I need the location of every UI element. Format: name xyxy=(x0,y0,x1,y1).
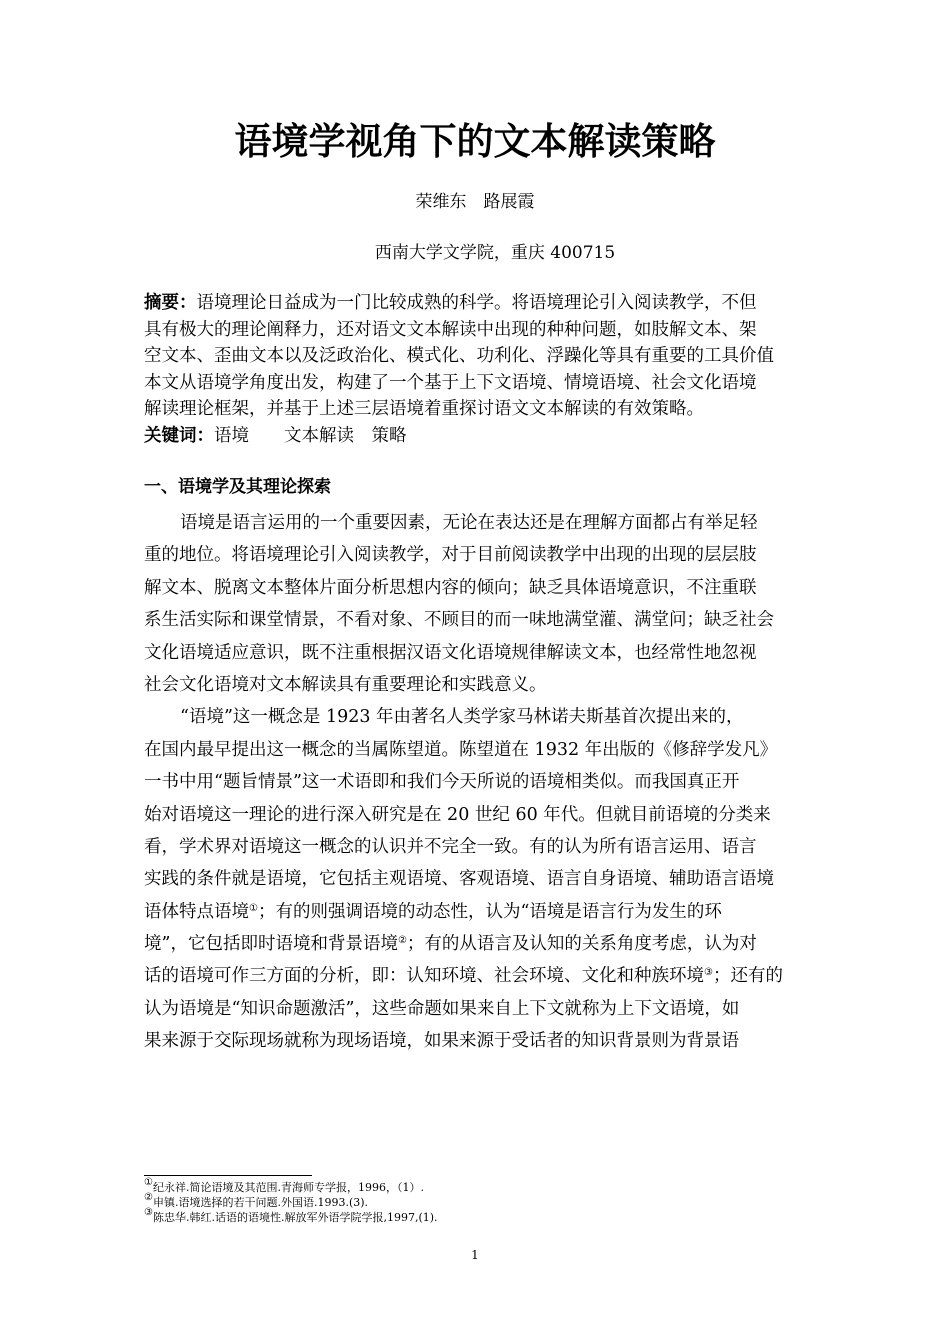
body-line xyxy=(144,799,809,831)
body-line-text: 解文本、脱离文本整体片面分析思想内容的倾向；缺乏具体语境意识，不注重联 xyxy=(144,577,757,598)
body-line xyxy=(144,1025,809,1057)
body-line xyxy=(144,766,809,798)
keywords-line xyxy=(144,423,809,450)
body-line-text: 果来源于交际现场就称为现场语境，如果来源于受话者的知识背景则为背景语 xyxy=(144,1031,739,1052)
footnote-mark: ② xyxy=(144,1192,153,1203)
body-line-text: 看，学术界对语境这一概念的认识并不完全一致。有的认为所有语言运用、语言 xyxy=(144,836,757,857)
keywords-text: 语境 文本解读 策略 xyxy=(214,425,407,446)
footnote-mark: ① xyxy=(144,1177,153,1188)
body-line-text: 境”，它包括即时语境和背景语境 xyxy=(144,934,398,955)
body-line xyxy=(144,701,809,733)
abstract-line: 具有极大的理论阐释力，还对语文文本解读中出现的种种问题，如肢解文本、架 xyxy=(144,319,757,340)
affiliation-line: 西南大学文学院，重庆 400715 xyxy=(374,243,616,263)
footnote-reference[interactable]: ② xyxy=(397,935,407,947)
abstract-block xyxy=(144,290,809,449)
footnote-text: 陈忠华.韩红.话语的语境性.解放军外语学院学报,1997,(1). xyxy=(152,1211,438,1224)
abstract-line: 解读理论框架，并基于上述三层语境着重探讨语文文本解读的有效策略。 xyxy=(144,399,704,419)
body-line xyxy=(144,637,809,669)
abstract-line xyxy=(144,290,809,317)
body-line xyxy=(144,572,809,604)
abstract-text: 语境理论日益成为一门比较成熟的科学。将语境理论引入阅读教学，不但 xyxy=(196,293,757,313)
body-line xyxy=(144,507,809,539)
body-line xyxy=(144,539,809,571)
body-line-text: 实践的条件就是语境，它包括主观语境、客观语境、语言自身语境、辅助语言语境 xyxy=(144,869,774,890)
body-line xyxy=(144,993,809,1025)
section-heading: 一、语境学及其理论探索 xyxy=(144,477,331,497)
body-line-text: 一书中用“题旨情景”这一术语即和我们今天所说的语境相类似。而我国真正开 xyxy=(144,772,740,793)
footnote-reference[interactable]: ① xyxy=(249,902,258,914)
footnotes-block xyxy=(144,1177,809,1225)
body-line xyxy=(144,928,809,960)
body-line xyxy=(144,669,809,701)
body-line-text: 重的地位。将语境理论引入阅读教学，对于目前阅读教学中出现的出现的层层肢 xyxy=(144,545,757,566)
body-line-text: 语体特点语境 xyxy=(144,901,249,922)
author-line: 荣维东 路展霞 xyxy=(415,192,535,212)
keywords-label: 关键词： xyxy=(144,425,214,446)
body-line xyxy=(144,863,809,895)
body-line-text: ；还有的 xyxy=(712,966,783,987)
footnote xyxy=(144,1207,809,1225)
body-line-text: 始对语境这一理论的进行深入研究是在 20 世纪 60 年代。但就目前语境的分类来 xyxy=(144,804,771,825)
body-line-text: 语境是语言运用的一个重要因素，无论在表达还是在理解方面都占有举足轻 xyxy=(180,513,758,533)
body-line xyxy=(144,896,809,928)
body-line-text: 文化语境适应意识，既不注重根据汉语文化语境规律解读文本，也经常性地忽视 xyxy=(144,642,757,663)
abstract-line: 空文本、歪曲文本以及泛政治化、模式化、功利化、浮躁化等具有重要的工具价值 xyxy=(144,346,774,366)
body-line-text: “语境”这一概念是 1923 年由著名人类学家马林诺夫斯基首次提出来的， xyxy=(180,707,744,728)
body-text xyxy=(144,507,809,1058)
footnote xyxy=(144,1177,809,1195)
footnote-text: 纪永祥.简论语境及其范围.青海师专学报，1996，（1）. xyxy=(152,1181,424,1194)
footnote-mark: ③ xyxy=(144,1207,153,1218)
paper-title: 语境学视角下的文本解读策略 xyxy=(234,119,716,163)
body-line-text: ；有的则强调语境的动态性，认为“语境是语言行为发生的环 xyxy=(257,901,722,922)
body-line-text: 认为语境是“知识命题激活”，这些命题如果来自上下文就称为上下文语境，如 xyxy=(144,998,740,1019)
footnote-reference[interactable]: ③ xyxy=(704,967,713,979)
body-line-text: 社会文化语境对文本解读具有重要理论和实践意义。 xyxy=(144,674,547,695)
abstract-line: 本文从语境学角度出发，构建了一个基于上下文语境、情境语境、社会文化语境 xyxy=(144,372,757,393)
body-line xyxy=(144,734,809,766)
body-line xyxy=(144,604,809,636)
body-line xyxy=(144,831,809,863)
footnote-text: 申镇.语境选择的若干问题.外国语.1993.(3). xyxy=(152,1196,369,1209)
body-line-text: 在国内最早提出这一概念的当属陈望道。陈望道在 1932 年出版的《修辞学发凡》 xyxy=(144,739,778,760)
body-line-text: 话的语境可作三方面的分析，即：认知环境、社会环境、文化和种族环境 xyxy=(144,966,704,987)
abstract-label: 摘要： xyxy=(144,293,197,313)
body-line-text: ；有的从语言及认知的关系角度考虑，认为对 xyxy=(406,934,757,955)
footnote xyxy=(144,1192,809,1210)
body-line xyxy=(144,960,809,992)
footnote-divider xyxy=(144,1175,312,1176)
body-line-text: 系生活实际和课堂情景，不看对象、不顾目的而一味地满堂灌、满堂问；缺乏社会 xyxy=(144,610,774,631)
page-number: 1 xyxy=(471,1248,479,1262)
